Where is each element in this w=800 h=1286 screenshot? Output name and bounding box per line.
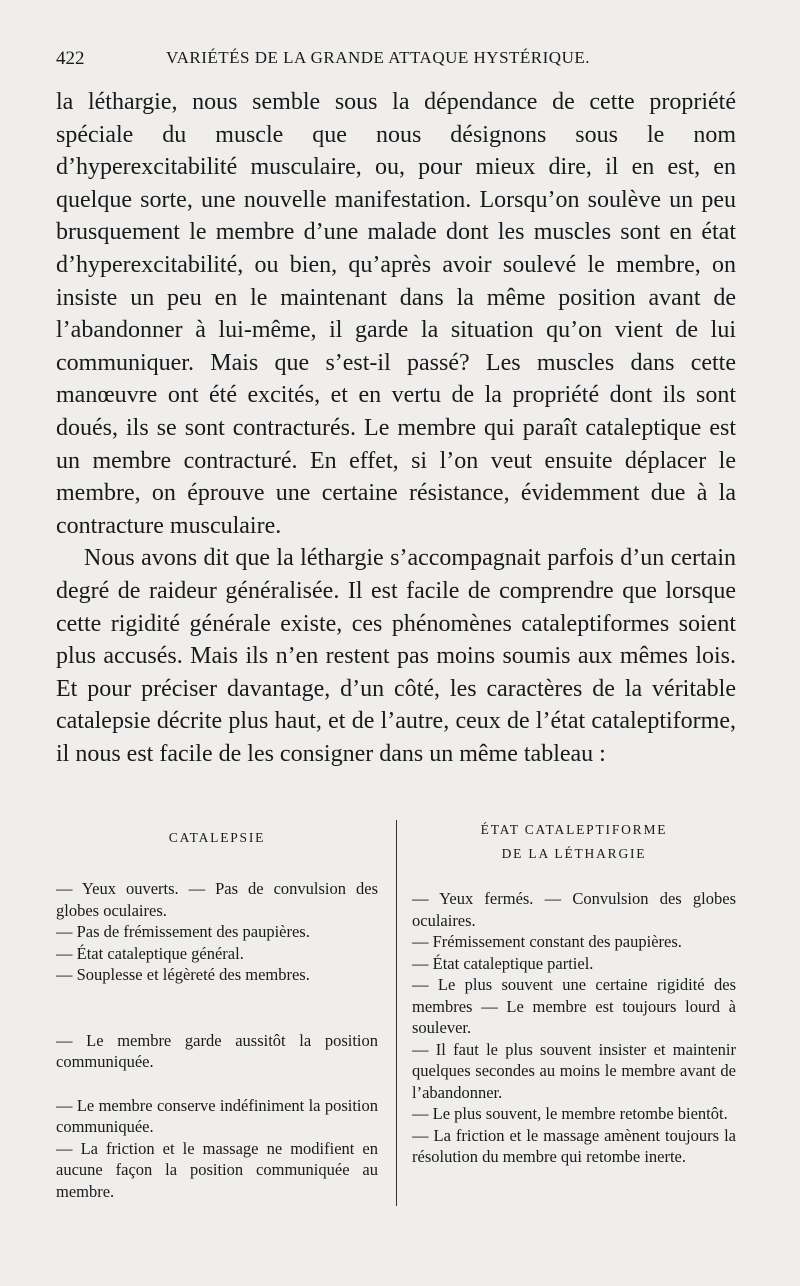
paragraph-1: la léthargie, nous semble sous la dépendance de cette propriété spéciale du muscle que nous désignons sous le nom d’hyperexcitabilité musculaire, ou, pour mieux dire, il en est, en quelque sorte, une nouvelle manifestation. Lorsqu’on soulève un peu brusquement le membre d’une malade dont les muscles sont en état d’hyperexcitabilité, ou bien, qu’après avoir soulevé le membre, on insiste un peu en le maintenant dans la même position avant de l’abandonner à lui-même, il garde la situation qu’on vient de lui communiquer. Mais que s’est-il passé? Les muscles dans cette manœuvre ont été excités, et en vertu de la propriété dont ils sont doués, ils se sont contracturés. Le membre qui paraît cataleptique est un membre contracturé. En effet, si l’on veut ensuite déplacer le membre, on éprouve une certaine résistance, évidemment due à la contracture musculaire. <box>56 89 736 539</box>
column-divider <box>396 820 397 1206</box>
list-item: — Il faut le plus souvent insister et maintenir quelques secondes au moins le membre avant de l’abandonner. <box>412 1039 736 1102</box>
list-item: — État cataleptique partiel. <box>412 953 594 973</box>
list-item: — Pas de frémissement des paupières. <box>56 922 310 941</box>
page-header <box>56 48 746 74</box>
list-item: — Yeux fermés. — Convulsion des globes oculaires. <box>412 889 736 930</box>
paragraph-2: Nous avons dit que la léthargie s’accompagnait parfois d’un certain degré de raideur généralisée. Il est facile de comprendre que lorsque cette rigidité générale existe, ces phénomènes cataleptiformes soient plus accusés. Mais ils n’en restent pas moins soumis aux mêmes lois. Et pour préciser davantage, d’un côté, les caractères de la véritable catalepsie décrite plus haut, et de l’autre, ceux de l’état cataleptiforme, il nous est facile de les consigner dans un même tableau : <box>56 545 736 767</box>
column-heading-right-line1: ÉTAT CATALEPTIFORME <box>480 822 668 837</box>
column-heading-right-line2: DE LA LÉTHARGIE <box>501 846 647 861</box>
list-item: — La friction et le massage amènent toujours la résolution du membre qui retombe inerte. <box>412 1125 736 1166</box>
column-heading-left: CATALEPSIE <box>168 830 266 845</box>
list-item: — Le plus souvent, le membre retombe bientôt. <box>412 1104 728 1123</box>
list-item: — Frémissement constant des paupières. <box>412 932 682 951</box>
column-heading-right <box>412 818 736 866</box>
body-text <box>56 86 736 770</box>
comparison-table <box>56 818 736 1208</box>
list-item: — Yeux ouverts. — Pas de convulsion des globes oculaires. <box>56 879 378 920</box>
running-title: VARIÉTÉS DE LA GRANDE ATTAQUE HYSTÉRIQUE. <box>166 48 590 67</box>
list-item: — Le membre garde aussitôt la position communiquée. <box>56 1030 378 1071</box>
list-item: — État cataleptique général. <box>56 943 244 963</box>
list-item: — Le membre conserve indéfiniment la position communiquée. <box>56 1095 378 1136</box>
list-item: — Le plus souvent une certaine rigidité des membres — Le membre est toujours lourd à soulever. <box>412 975 736 1037</box>
column-etat-cataleptiforme <box>412 818 736 1168</box>
list-item: — La friction et le massage ne modifient en aucune façon la position communiquée au membre. <box>56 1138 378 1201</box>
page-number: 422 <box>56 48 85 69</box>
list-item: — Souplesse et légèreté des membres. <box>56 965 310 984</box>
column-catalepsie <box>56 818 378 1202</box>
